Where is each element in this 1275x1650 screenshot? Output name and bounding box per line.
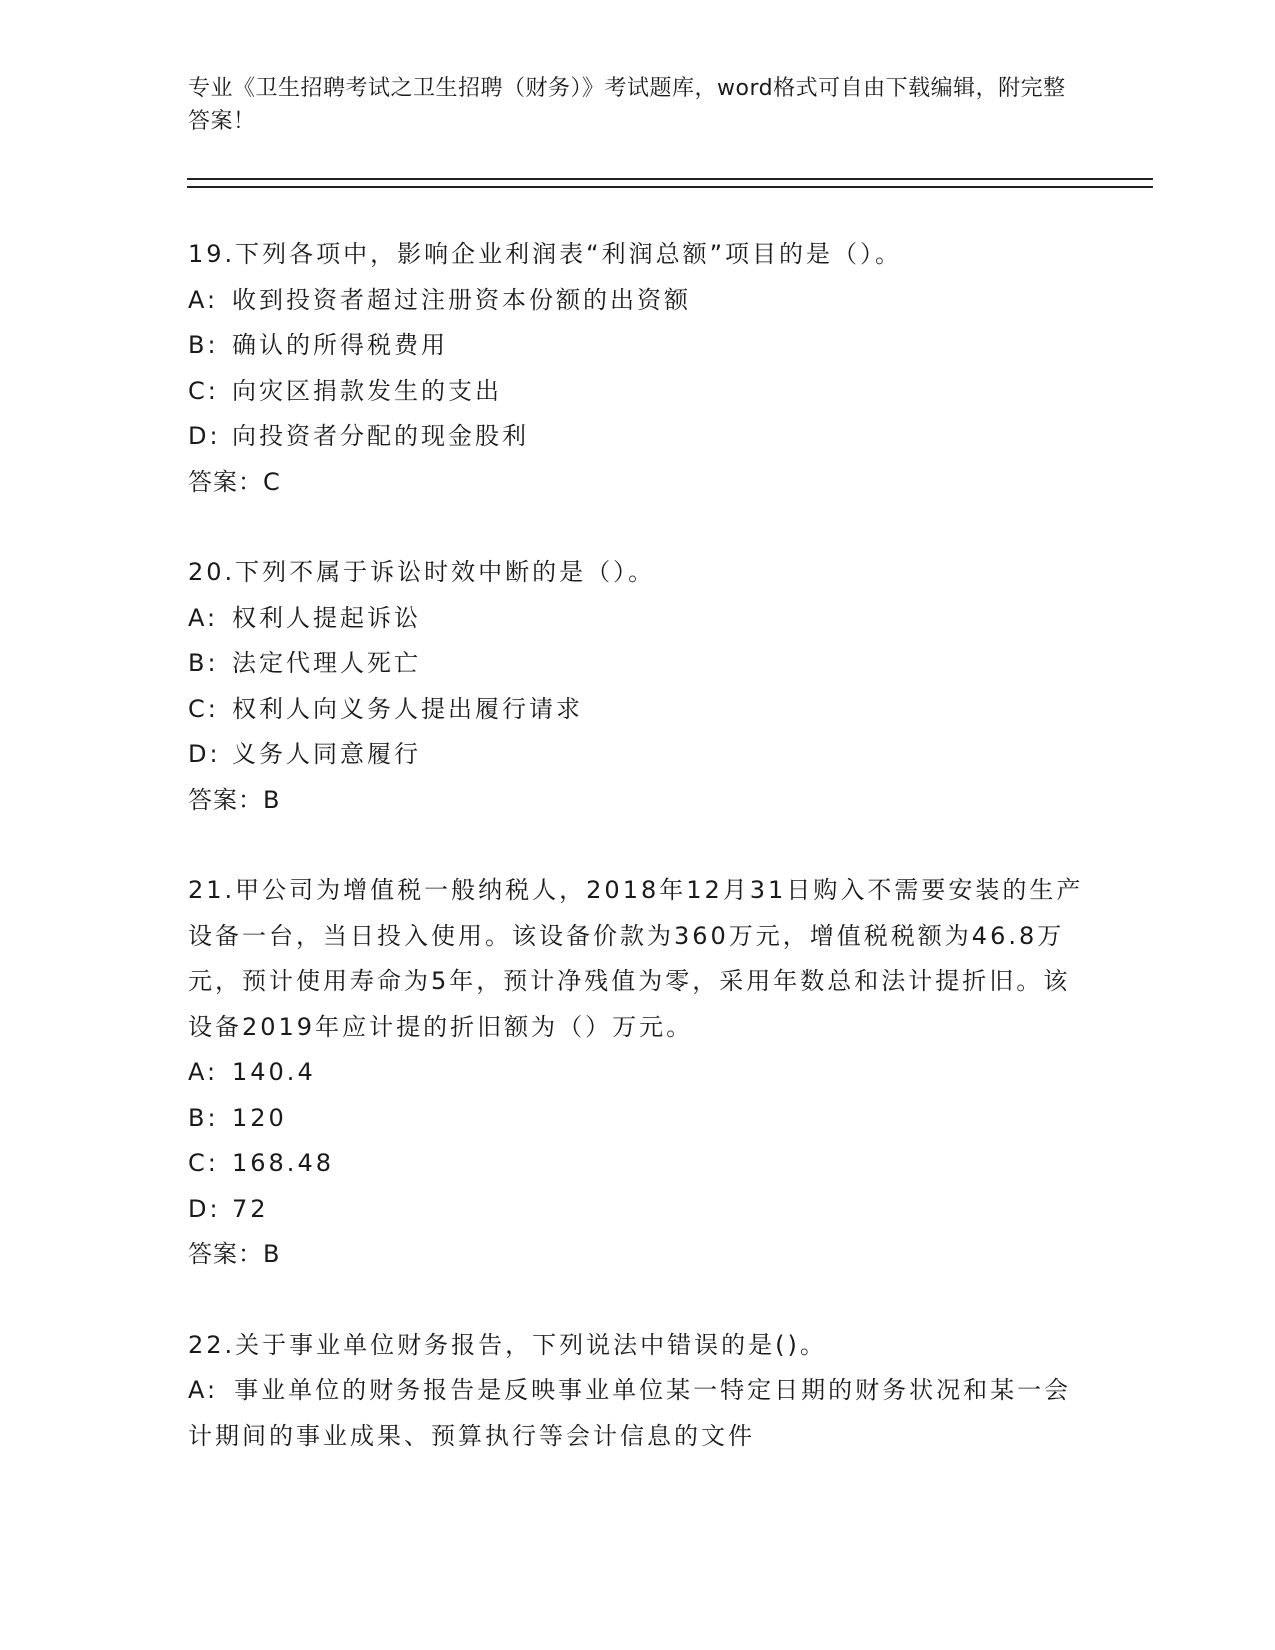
option-text: 法定代理人死亡 bbox=[232, 649, 421, 677]
option-text: 向投资者分配的现金股利 bbox=[232, 422, 529, 450]
answer-line: 答案：B bbox=[188, 785, 281, 814]
answer-line: 答案：B bbox=[188, 1240, 281, 1268]
question-stem: 21.甲公司为增值税一般纳税人，2018年12月31日购入不需要安装的生产设备一台，当日投入使用。该设备价款为360万元，增值税税额为46.8万元，预计使用寿命为5年，预计净残值为零，采用年数总和法计提折旧。该设备2019年应计提的折旧额为（）万元。 bbox=[188, 876, 1084, 1041]
option-text: 120 bbox=[232, 1103, 287, 1132]
option-letter: D: bbox=[188, 740, 221, 768]
option-b bbox=[188, 641, 1088, 687]
option-text: 权利人提起诉讼 bbox=[232, 603, 421, 632]
question-20 bbox=[188, 550, 1088, 823]
option-d bbox=[188, 732, 1088, 778]
option-letter: B: bbox=[188, 331, 219, 359]
option-letter: C: bbox=[188, 376, 219, 405]
option-d bbox=[188, 1187, 1088, 1233]
option-text: 140.4 bbox=[232, 1058, 316, 1086]
option-a bbox=[188, 1050, 1088, 1096]
option-text: 义务人同意履行 bbox=[232, 740, 421, 768]
option-letter: D: bbox=[188, 1194, 221, 1223]
option-c bbox=[188, 1141, 1088, 1187]
option-text: 收到投资者超过注册资本份额的出资额 bbox=[232, 285, 691, 314]
option-c bbox=[188, 687, 1088, 733]
option-letter: C: bbox=[188, 1149, 219, 1177]
option-d bbox=[188, 414, 1088, 460]
option-letter: A: bbox=[188, 1376, 219, 1404]
option-a bbox=[188, 596, 1088, 642]
option-letter: D: bbox=[188, 422, 221, 450]
answer-line: 答案：C bbox=[188, 467, 281, 496]
option-a bbox=[188, 1368, 1088, 1459]
header-divider bbox=[187, 178, 1153, 188]
document-header: 专业《卫生招聘考试之卫生招聘（财务）》考试题库，word格式可自由下载编辑，附完整答案！ bbox=[188, 76, 1066, 134]
question-21 bbox=[188, 868, 1088, 1278]
option-a bbox=[188, 278, 1088, 324]
option-letter: B: bbox=[188, 1103, 219, 1132]
question-stem: 22.关于事业单位财务报告，下列说法中错误的是()。 bbox=[188, 1330, 827, 1359]
option-c bbox=[188, 369, 1088, 415]
option-letter: A: bbox=[188, 1058, 219, 1086]
option-text: 72 bbox=[232, 1194, 269, 1223]
option-letter: A: bbox=[188, 285, 219, 314]
option-text: 168.48 bbox=[232, 1149, 334, 1177]
question-19 bbox=[188, 232, 1088, 505]
option-text: 确认的所得税费用 bbox=[232, 331, 448, 359]
option-letter: C: bbox=[188, 694, 219, 723]
option-text: 事业单位的财务报告是反映事业单位某一特定日期的财务状况和某一会计期间的事业成果、预算执行等会计信息的文件 bbox=[188, 1376, 1072, 1450]
question-22 bbox=[188, 1323, 1088, 1460]
option-text: 权利人向义务人提出履行请求 bbox=[232, 694, 583, 723]
option-b bbox=[188, 1096, 1088, 1142]
option-b bbox=[188, 323, 1088, 369]
question-list bbox=[188, 232, 1088, 1504]
question-stem: 19.下列各项中，影响企业利润表“利润总额”项目的是（）。 bbox=[188, 240, 903, 268]
question-stem: 20.下列不属于诉讼时效中断的是（）。 bbox=[188, 558, 656, 586]
option-letter: A: bbox=[188, 603, 219, 632]
option-letter: B: bbox=[188, 649, 219, 677]
option-text: 向灾区捐款发生的支出 bbox=[232, 376, 502, 405]
